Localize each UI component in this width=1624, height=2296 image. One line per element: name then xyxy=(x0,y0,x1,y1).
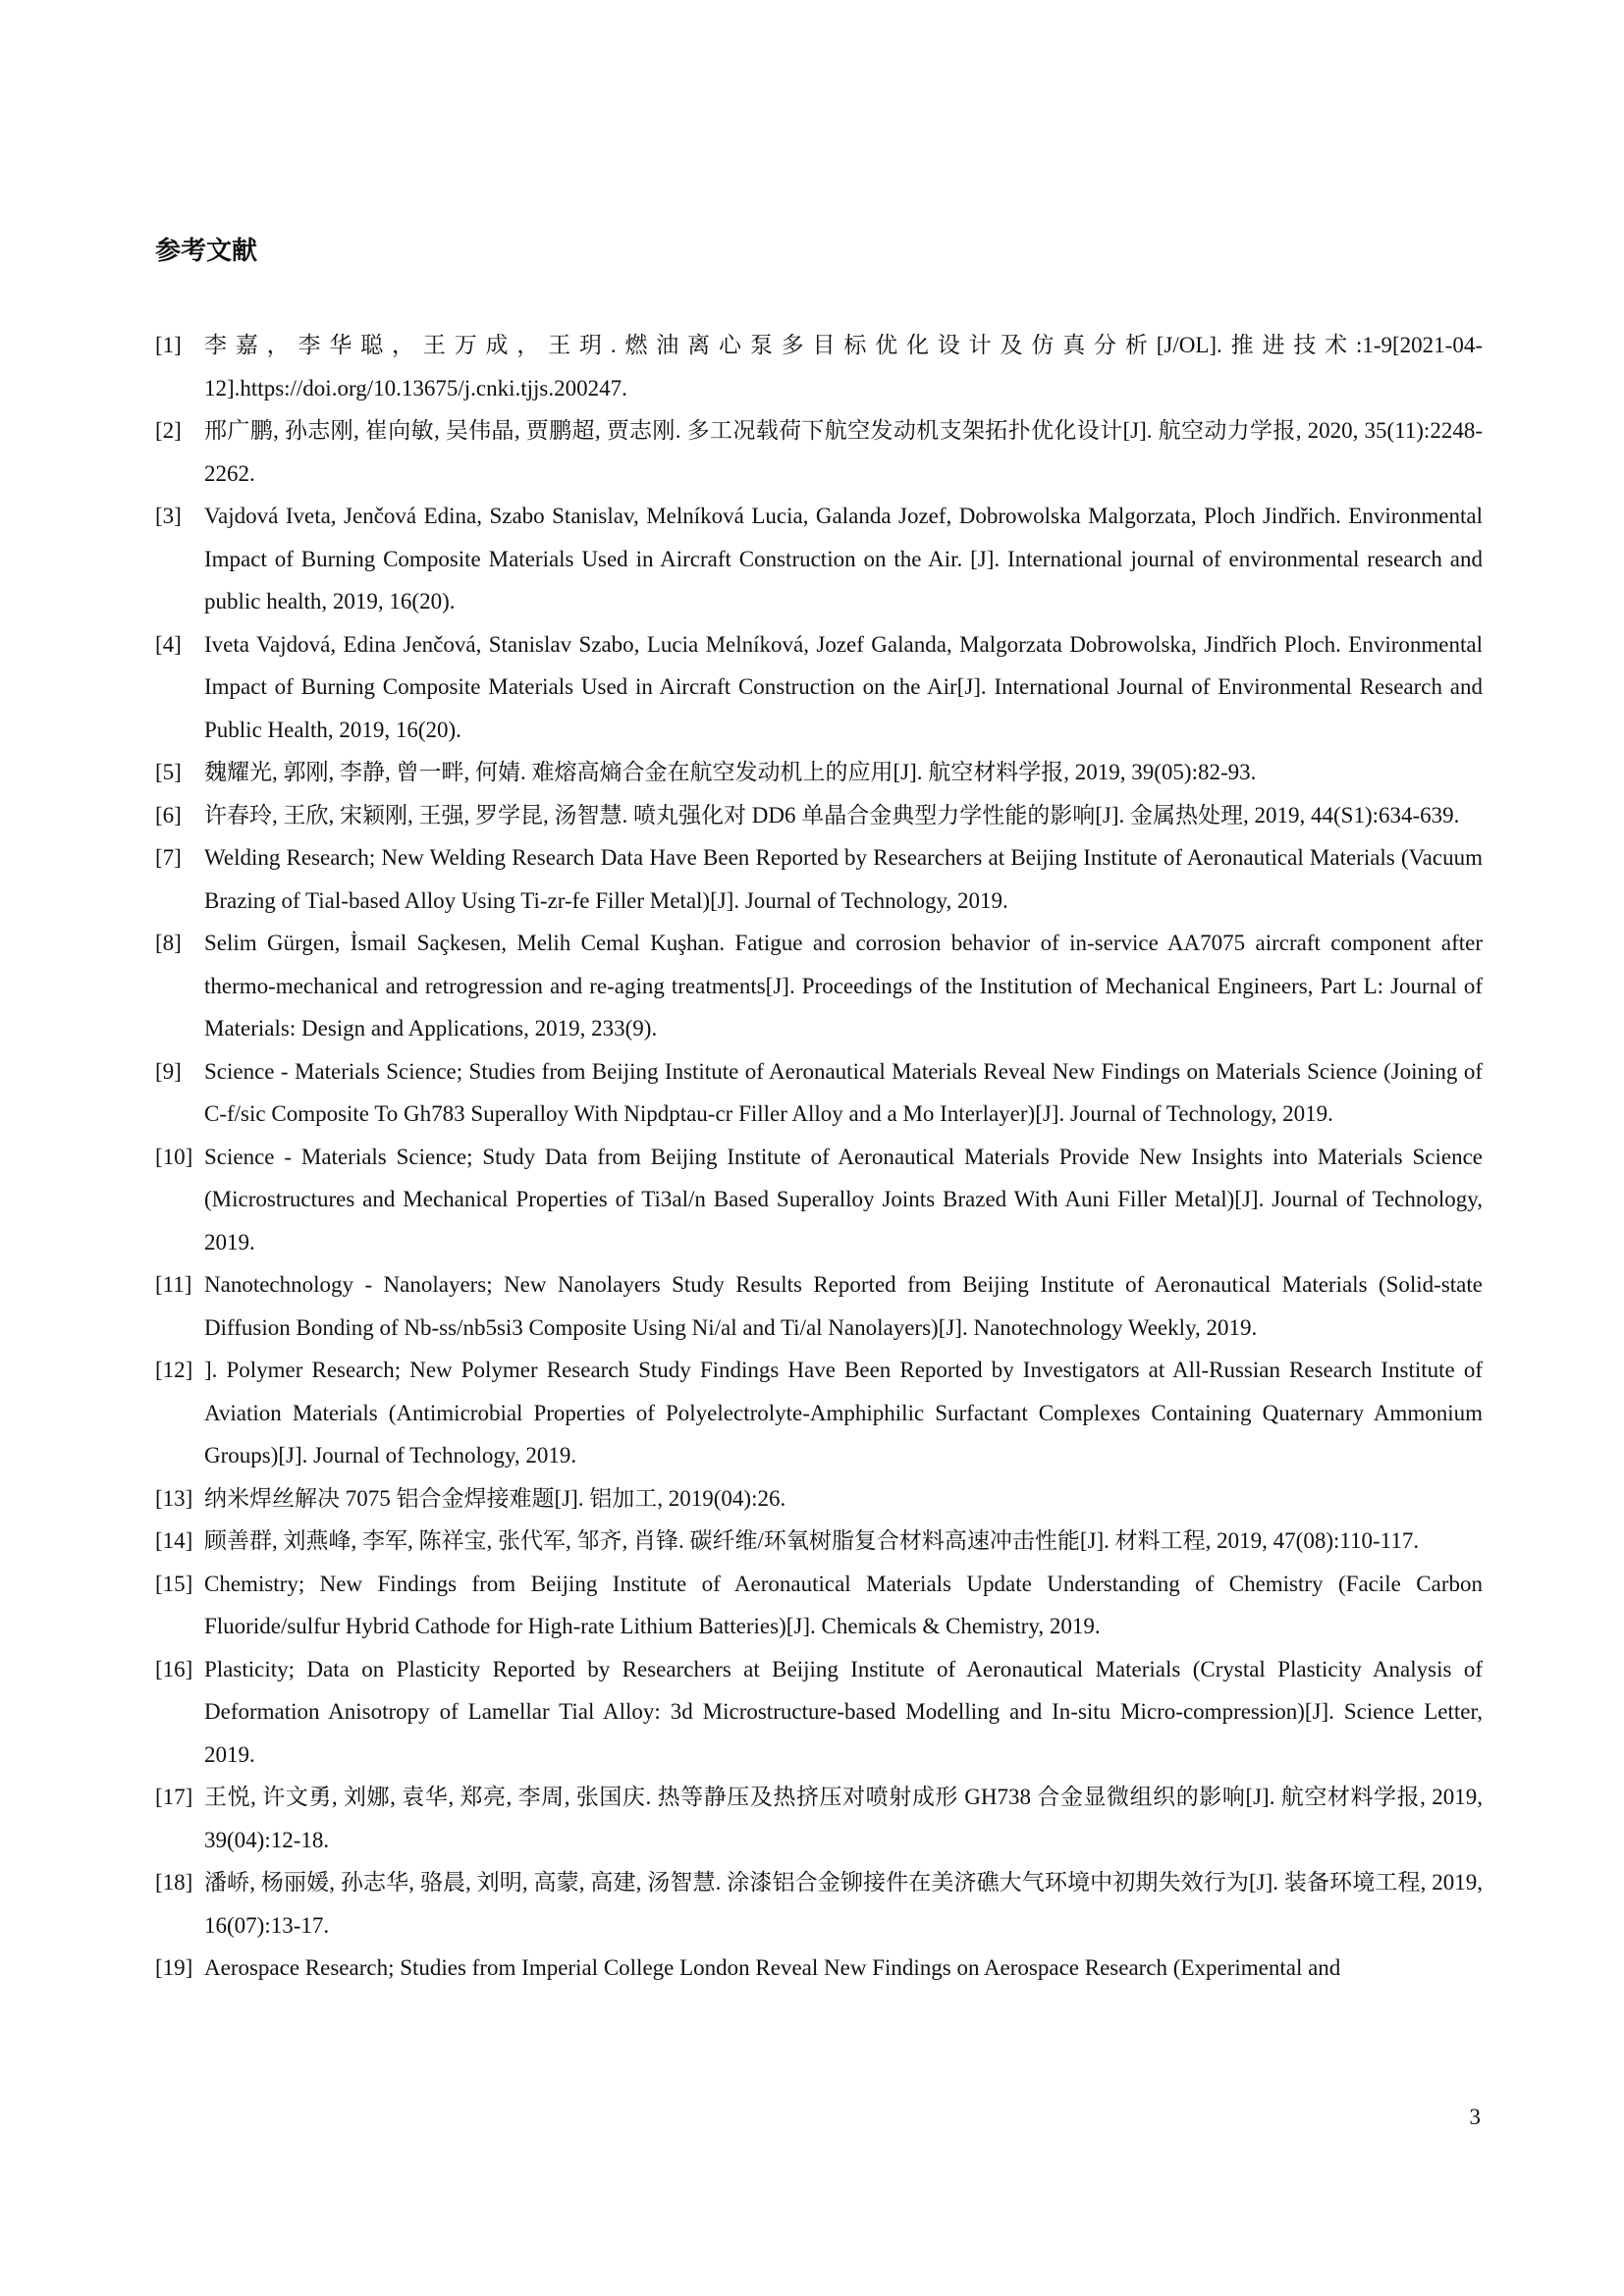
reference-text: 纳米焊丝解决 7075 铝合金焊接难题[J]. 铝加工, 2019(04):26. xyxy=(204,1485,786,1511)
reference-number: [10] xyxy=(155,1144,193,1169)
reference-number: [8] xyxy=(155,931,182,955)
reference-number: [18] xyxy=(155,1870,193,1895)
reference-number: [7] xyxy=(155,845,182,870)
reference-item xyxy=(155,1648,1483,1777)
reference-number: [1] xyxy=(155,333,182,357)
reference-text: Vajdová Iveta, Jenčová Edina, Szabo Stanislav, Melníková Lucia, Galanda Jozef, Dobrowolska Malgorzata, Ploch Jindřich. Environmental Impact of Burning Composite Materials Used in Aircraft Construction on the Air. [J]. International journal of environmental research and public health, 2019, 16(20). xyxy=(204,504,1483,614)
reference-item xyxy=(155,409,1483,495)
reference-number: [16] xyxy=(155,1656,193,1682)
reference-item xyxy=(155,1563,1483,1648)
reference-text: Aerospace Research; Studies from Imperial College London Reveal New Findings on Aerospace Research (Experimental and xyxy=(204,1955,1341,1980)
reference-item xyxy=(155,324,1483,409)
page-number: 3 xyxy=(1469,2105,1481,2129)
reference-list xyxy=(155,324,1483,1990)
references-heading: 参考文献 xyxy=(155,237,258,266)
reference-item xyxy=(155,1947,1483,1990)
reference-number: [14] xyxy=(155,1528,193,1553)
reference-item xyxy=(155,495,1483,623)
reference-text: Science - Materials Science; Study Data from Beijing Institute of Aeronautical Materials Provide New Insights into Materials Science (Microstructures and Mechanical Properties of Ti3al/n Based Superalloy Joints Brazed With Auni Filler Metal)[J]. Journal of Technology, 2019. xyxy=(204,1144,1483,1255)
reference-item xyxy=(155,836,1483,922)
reference-item xyxy=(155,1520,1483,1563)
reference-item xyxy=(155,1136,1483,1264)
reference-text: 王悦, 许文勇, 刘娜, 袁华, 郑亮, 李周, 张国庆. 热等静压及热挤压对喷射成形 GH738 合金显微组织的影响[J]. 航空材料学报, 2019, 39(04):12-18. xyxy=(204,1785,1483,1852)
reference-text: 许春玲, 王欣, 宋颖刚, 王强, 罗学昆, 汤智慧. 喷丸强化对 DD6 单晶合金典型力学性能的影响[J]. 金属热处理, 2019, 44(S1):634-639. xyxy=(204,802,1460,828)
reference-text: 潘峤, 杨丽媛, 孙志华, 骆晨, 刘明, 高蒙, 高建, 汤智慧. 涂漆铝合金铆接件在美济礁大气环境中初期失效行为[J]. 装备环境工程, 2019, 16(07):13-17. xyxy=(204,1870,1483,1938)
reference-text: Iveta Vajdová, Edina Jenčová, Stanislav Szabo, Lucia Melníková, Jozef Galanda, Malgorzata Dobrowolska, Jindřich Ploch. Environmental Impact of Burning Composite Materials Used in Aircraft Construction on the Air[J]. International Journal of Environmental Research and Public Health, 2019, 16(20). xyxy=(204,631,1483,742)
reference-number: [3] xyxy=(155,504,182,528)
reference-number: [11] xyxy=(155,1272,192,1297)
reference-item xyxy=(155,1349,1483,1477)
reference-item xyxy=(155,1263,1483,1349)
reference-number: [2] xyxy=(155,418,182,443)
reference-item xyxy=(155,1861,1483,1947)
reference-number: [4] xyxy=(155,631,182,657)
reference-item xyxy=(155,922,1483,1050)
reference-number: [17] xyxy=(155,1785,193,1809)
reference-number: [13] xyxy=(155,1485,193,1511)
reference-text: 顾善群, 刘燕峰, 李军, 陈祥宝, 张代军, 邹齐, 肖锋. 碳纤维/环氧树脂复合材料高速冲击性能[J]. 材料工程, 2019, 47(08):110-117. xyxy=(204,1528,1420,1553)
reference-number: [19] xyxy=(155,1955,193,1980)
reference-text: Chemistry; New Findings from Beijing Institute of Aeronautical Materials Update Understanding of Chemistry (Facile Carbon Fluoride/sulfur Hybrid Cathode for High-rate Lithium Batteries)[J]. Chemicals & Chemistry, 2019. xyxy=(204,1571,1483,1638)
reference-item xyxy=(155,1776,1483,1861)
reference-text: Welding Research; New Welding Research Data Have Been Reported by Researchers at Beijing Institute of Aeronautical Materials (Vacuum Brazing of Tial-based Alloy Using Ti-zr-fe Filler Metal)[J]. Journal of Technology, 2019. xyxy=(204,845,1483,913)
reference-number: [12] xyxy=(155,1358,193,1382)
reference-item xyxy=(155,623,1483,752)
reference-item xyxy=(155,1477,1483,1521)
reference-number: [15] xyxy=(155,1571,193,1596)
reference-item xyxy=(155,1050,1483,1136)
reference-item xyxy=(155,794,1483,837)
reference-item xyxy=(155,751,1483,794)
reference-text: Plasticity; Data on Plasticity Reported by Researchers at Beijing Institute of Aeronautical Materials (Crystal Plasticity Analysis of Deformation Anisotropy of Lamellar Tial Alloy: 3d Microstructure-based Modelling and In-situ Micro-compression)[J]. Science Letter, 2019. xyxy=(204,1656,1483,1767)
reference-text: Science - Materials Science; Studies from Beijing Institute of Aeronautical Materials Reveal New Findings on Materials Science (Joining of C-f/sic Composite To Gh783 Superalloy With Nipdptau-cr Filler Alloy and a Mo Interlayer)[J]. Journal of Technology, 2019. xyxy=(204,1058,1483,1126)
reference-text: 邢广鹏, 孙志刚, 崔向敏, 吴伟晶, 贾鹏超, 贾志刚. 多工况载荷下航空发动机支架拓扑优化设计[J]. 航空动力学报, 2020, 35(11):2248-2262. xyxy=(204,418,1483,486)
reference-text: 李嘉，李华聪，王万成，王玥.燃油离心泵多目标优化设计及仿真分析[J/OL].推进技术:1-9[2021-04-12].https://doi.org/10.13675/j.cnki.tjjs.200247. xyxy=(204,333,1483,400)
reference-number: [5] xyxy=(155,760,182,784)
reference-number: [6] xyxy=(155,802,182,828)
reference-text: Selim Gürgen, İsmail Saçkesen, Melih Cemal Kuşhan. Fatigue and corrosion behavior of in-service AA7075 aircraft component after thermo-mechanical and retrogression and re-aging treatments[J]. Proceedings of the Institution of Mechanical Engineers, Part L: Journal of Materials: Design and Applications, 2019, 233(9). xyxy=(204,931,1483,1041)
reference-number: [9] xyxy=(155,1058,182,1084)
reference-text: Nanotechnology - Nanolayers; New Nanolayers Study Results Reported from Beijing Institute of Aeronautical Materials (Solid-state Diffusion Bonding of Nb-ss/nb5si3 Composite Using Ni/al and Ti/al Nanolayers)[J]. Nanotechnology Weekly, 2019. xyxy=(204,1272,1483,1340)
reference-text: 魏耀光, 郭刚, 李静, 曾一畔, 何婧. 难熔高熵合金在航空发动机上的应用[J]. 航空材料学报, 2019, 39(05):82-93. xyxy=(204,760,1257,784)
reference-text: ]. Polymer Research; New Polymer Research Study Findings Have Been Reported by Investigators at All-Russian Research Institute of Aviation Materials (Antimicrobial Properties of Polyelectrolyte-Amphiphilic Surfactant Complexes Containing Quaternary Ammonium Groups)[J]. Journal of Technology, 2019. xyxy=(204,1358,1483,1468)
